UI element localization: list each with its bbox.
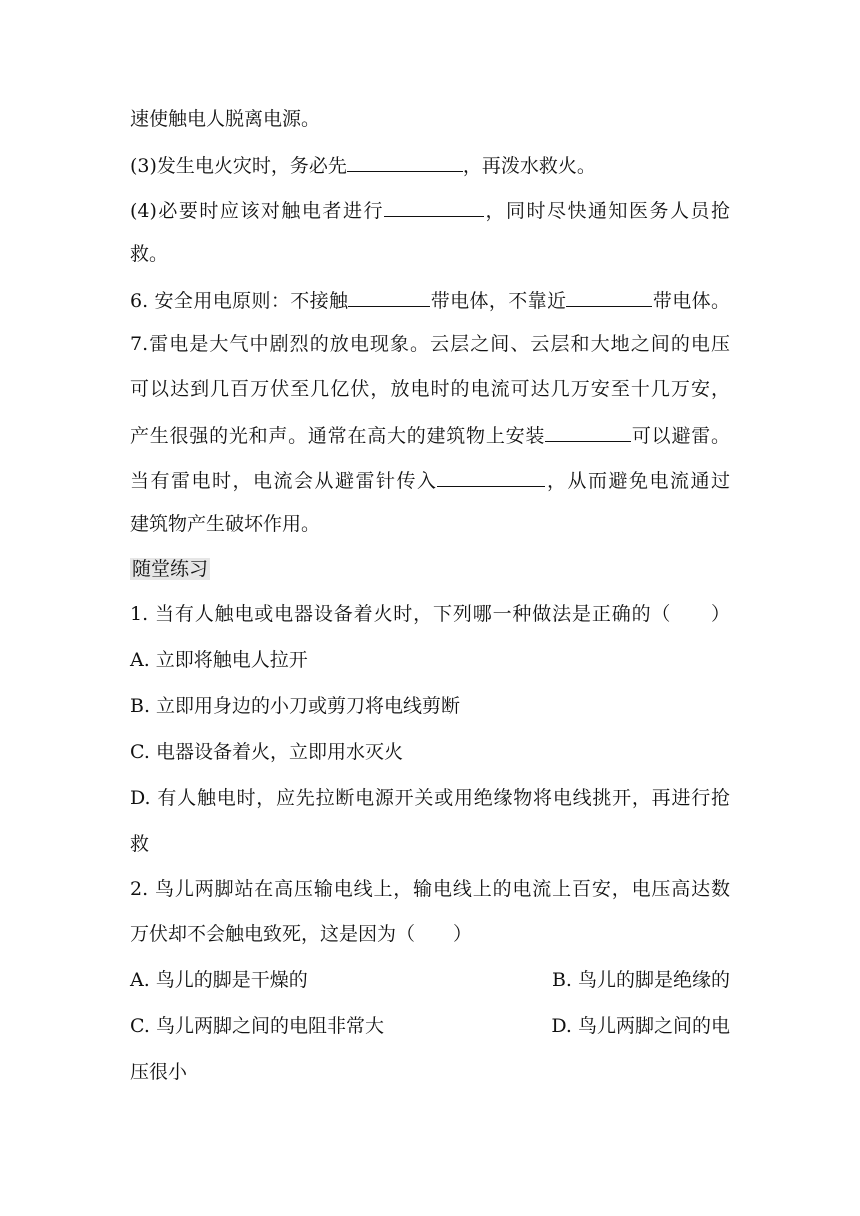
text-line: 建筑物产生破坏作用。 <box>130 513 321 535</box>
option-c[interactable]: C. 鸟儿两脚之间的电阻非常大 <box>130 1015 384 1037</box>
section-heading: 随堂练习 <box>132 558 209 580</box>
option-b[interactable]: B. 立即用身边的小刀或剪刀将电线剪断 <box>130 695 461 717</box>
fill-blank[interactable] <box>437 468 545 487</box>
text-line: 可以达到几百万伏至几亿伏，放电时的电流可达几万安至十几万安， <box>130 378 730 400</box>
option-d[interactable]: D. 有人触电时，应先拉断电源开关或用绝缘物将电线挑开，再进行抢 <box>130 787 730 809</box>
item-6: 6. 安全用电原则：不接触 带电体，不靠近 带电体。 <box>130 290 730 312</box>
option-b[interactable]: B. 鸟儿的脚是绝缘的 <box>551 969 730 991</box>
option-d-continued: 救 <box>130 833 150 855</box>
text-line: 产生很强的光和声。通常在高大的建筑物上安装 可以避雷。 <box>130 425 730 447</box>
item-4: (4)必要时应该对触电者进行 ，同时尽快通知医务人员抢 <box>130 200 730 222</box>
text-line: 当有雷电时，电流会从避雷针传入 ，从而避免电流通过 <box>130 470 730 492</box>
fill-blank[interactable] <box>566 288 652 307</box>
option-d[interactable]: D. 鸟儿两脚之间的电 <box>551 1015 730 1037</box>
options-row-cd <box>130 1015 730 1037</box>
option-d-continued: 压很小 <box>130 1061 188 1083</box>
options-row-ab <box>130 969 730 991</box>
fill-blank[interactable] <box>348 288 430 307</box>
fill-blank[interactable] <box>347 153 463 172</box>
item-7: 7.雷电是大气中剧烈的放电现象。云层之间、云层和大地之间的电压 <box>130 333 730 355</box>
text-line: 速使触电人脱离电源。 <box>130 108 321 130</box>
option-c[interactable]: C. 电器设备着火，立即用水灭火 <box>130 741 403 763</box>
question-2: 2. 鸟儿两脚站在高压输电线上，输电线上的电流上百安，电压高达数 <box>130 878 730 900</box>
option-a[interactable]: A. 立即将触电人拉开 <box>130 649 308 671</box>
item-3: (3)发生电火灾时，务必先 ，再泼水救火。 <box>130 155 596 177</box>
text-line: 救。 <box>130 243 169 265</box>
question-1: 1. 当有人触电或电器设备着火时，下列哪一种做法是正确的（ ） <box>130 603 730 625</box>
document-page <box>130 108 730 1083</box>
fill-blank[interactable] <box>545 423 631 442</box>
option-a[interactable]: A. 鸟儿的脚是干燥的 <box>130 969 308 991</box>
question-2-continued: 万伏却不会触电致死，这是因为（ ） <box>130 923 473 945</box>
fill-blank[interactable] <box>384 198 484 217</box>
